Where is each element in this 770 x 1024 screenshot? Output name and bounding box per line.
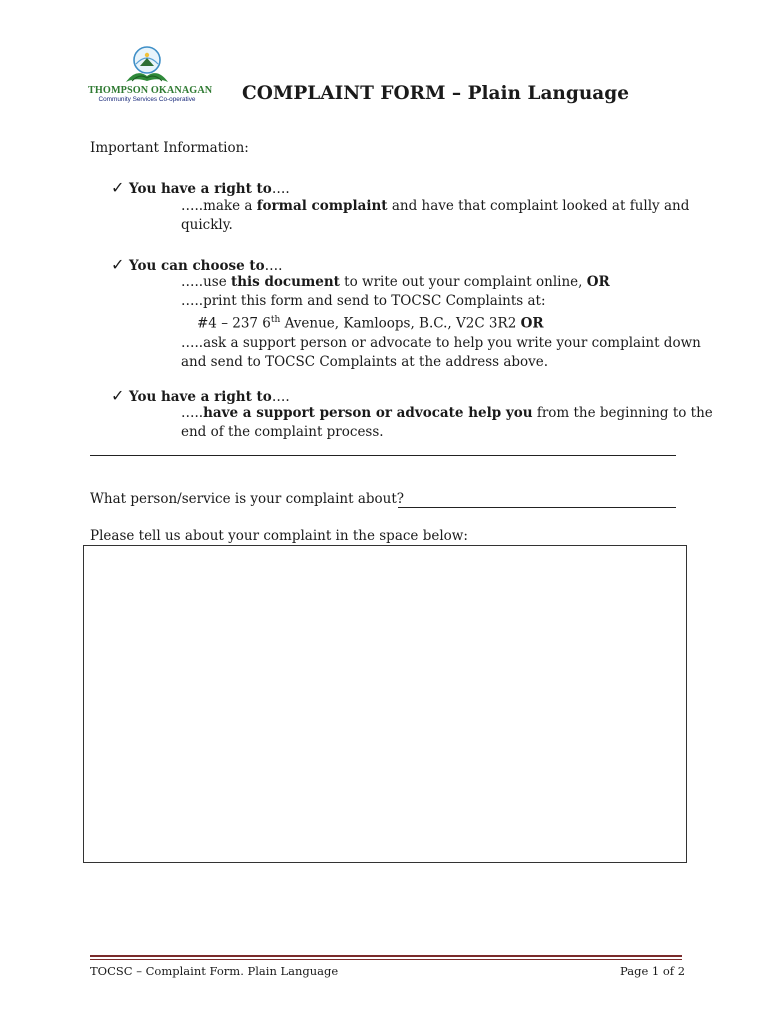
footer-divider-thin — [90, 959, 682, 960]
person-service-answer-line[interactable] — [398, 507, 676, 508]
section-divider — [90, 455, 676, 456]
complaint-details-label: Please tell us about your complaint in the space below: — [90, 528, 468, 544]
important-info-label: Important Information: — [90, 140, 249, 156]
section-heading-choose-to: ✓ You can choose to…. — [111, 255, 283, 274]
text-line: end of the complaint process. — [181, 424, 384, 440]
logo-name: THOMPSON OKANAGAN — [88, 85, 213, 96]
person-service-question: What person/service is your complaint about? — [90, 491, 405, 507]
text-line: quickly. — [181, 217, 233, 233]
footer-divider — [90, 955, 682, 957]
section-text — [181, 197, 690, 235]
section-text — [181, 404, 713, 442]
footer-document-title: TOCSC – Complaint Form. Plain Language — [90, 964, 339, 978]
text-line: and send to TOCSC Complaints at the address above. — [181, 353, 549, 370]
text-line: …..use this document to write out your complaint online, OR — [181, 274, 610, 290]
complaint-text-area[interactable] — [83, 545, 687, 863]
text-line: …..make a formal complaint and have that complaint looked at fully and — [181, 198, 690, 214]
section-heading-support-person: ✓ You have a right to…. — [111, 386, 290, 405]
address-line: #4 – 237 6th Avenue, Kamloops, B.C., V2C 3R2 OR — [197, 315, 544, 332]
checkmark-icon: ✓ — [111, 178, 125, 197]
footer-page-number: Page 1 of 2 — [620, 964, 686, 978]
section-text — [181, 273, 701, 372]
logo-subtitle: Community Services Co-operative — [98, 96, 196, 103]
checkmark-icon: ✓ — [111, 386, 125, 405]
text-line: …..have a support person or advocate help you from the beginning to the — [181, 405, 713, 421]
page-title: COMPLAINT FORM – Plain Language — [242, 83, 629, 104]
logo-emblem-icon — [88, 44, 206, 86]
checkmark-icon: ✓ — [111, 255, 125, 274]
text-line: …..print this form and send to TOCSC Complaints at: — [181, 293, 546, 309]
section-heading-right-to-complain: ✓ You have a right to…. — [111, 178, 290, 197]
text-line: …..ask a support person or advocate to help you write your complaint down — [181, 334, 701, 351]
organization-logo — [88, 44, 213, 104]
